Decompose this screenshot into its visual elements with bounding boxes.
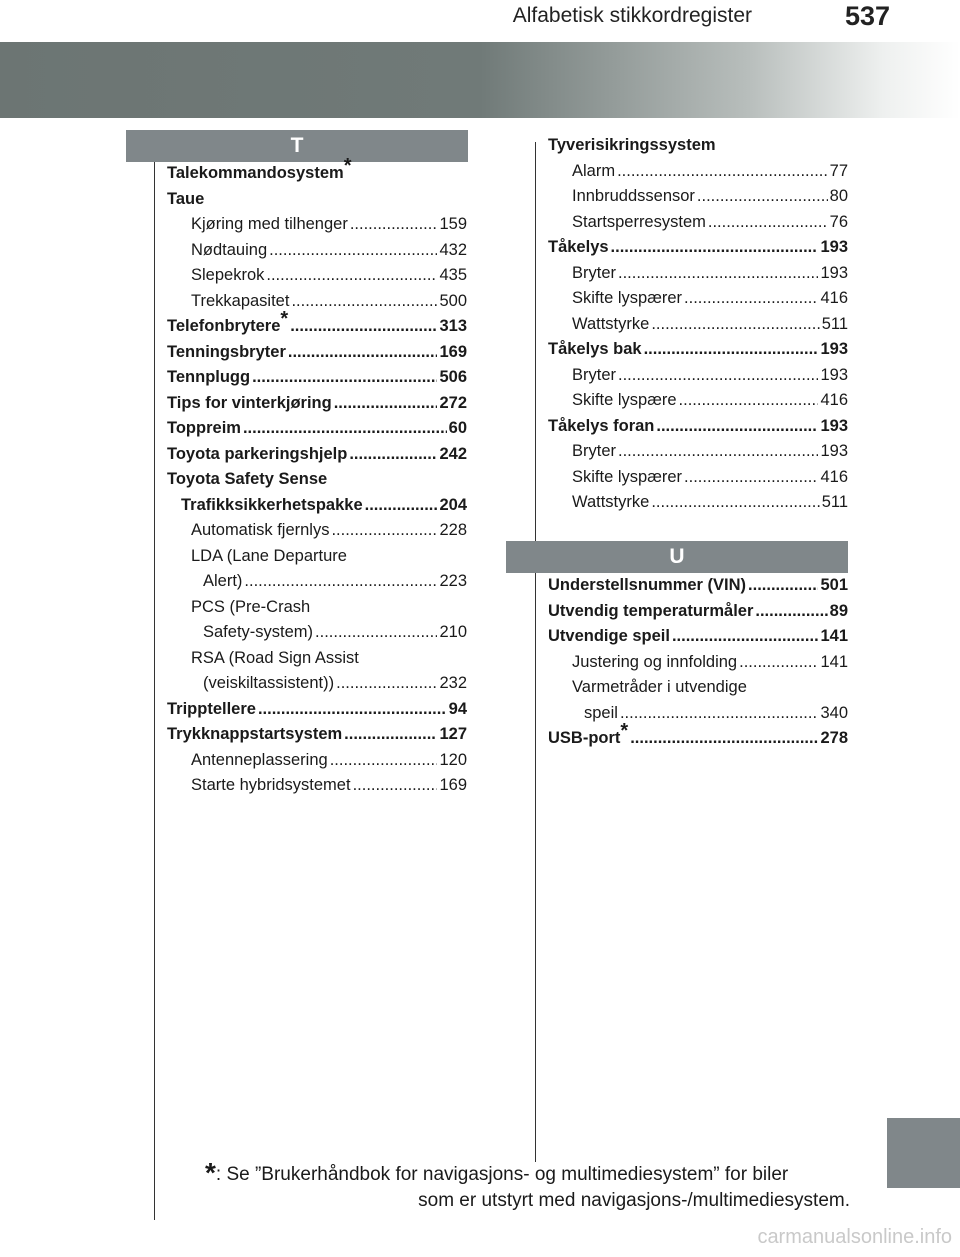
entry-page-number: 506 [439,368,467,386]
dot-leader [755,602,827,621]
dot-leader [617,162,828,181]
entry-label: Wattstyrke [572,314,650,333]
index-entry [548,653,848,679]
entry-label: Tenningsbryter [167,342,286,361]
index-entry [167,394,467,420]
entry-label: Wattstyrke [572,493,650,511]
entry-page-number: 120 [439,750,467,769]
dot-leader [349,445,437,464]
thumb-index-tab [887,1118,960,1188]
entry-page-number: 193 [820,263,848,282]
index-list-right-u [548,576,848,755]
index-entry [167,700,467,726]
entry-label: Understellsnummer (VIN) [548,576,747,594]
index-entry [548,678,848,704]
dot-leader [365,496,438,515]
entry-page-number: 416 [820,467,848,486]
entry-page-number: 313 [439,317,467,335]
entry-label: Telefonbrytere* [167,308,289,335]
entry-label: Tripptellere [167,699,256,718]
entry-page-number: 193 [820,442,848,460]
index-entry [548,340,848,366]
entry-page-number: 77 [829,161,848,180]
dot-leader [336,674,437,693]
dot-leader [618,366,818,385]
entry-label: Trykknappstartsystem [167,725,343,743]
dot-leader [315,623,437,642]
index-entry [548,187,848,213]
entry-label: Antenneplassering [191,750,328,769]
dot-leader [290,317,437,336]
index-entry [548,468,848,494]
index-entry [167,470,467,496]
entry-page-number: 193 [820,365,848,384]
entry-page-number: 204 [439,495,467,514]
entry-page-number: 340 [820,703,848,722]
entry-label: Automatisk fjernlys [191,521,330,539]
entry-page-number: 511 [821,493,848,511]
dot-leader [739,653,818,672]
entry-label: Toyota parkeringshjelp [167,444,348,463]
entry-page-number: 80 [829,187,848,205]
dot-leader [618,264,818,283]
dot-leader [243,419,447,438]
entry-page-number: 228 [439,521,467,539]
dot-leader [288,343,438,362]
dot-leader [611,238,819,257]
footnote-marker: * [620,720,629,742]
entry-page-number: 94 [448,699,467,718]
footnote-marker: * [280,308,289,330]
index-entry [167,292,467,318]
entry-label: Taue [167,189,205,208]
index-entry [548,136,848,162]
index-entry [167,241,467,267]
dot-leader [330,751,438,770]
entry-label: Tennplugg [167,368,251,386]
index-entry [167,521,467,547]
index-entry [548,238,848,264]
entry-page-number: 141 [820,627,848,645]
index-entry [167,419,467,445]
entry-label: Starte hybridsystemet [191,776,351,794]
dot-leader [684,468,818,487]
entry-label: Alert) [203,572,243,590]
header-banner [0,42,960,118]
entry-label: Toyota Safety Sense [167,470,328,488]
entry-page-number: 193 [820,340,848,358]
entry-label: Nødtauing [191,240,268,259]
dot-leader [252,368,437,387]
column-divider-middle [535,142,536,1162]
page-number: 537 [844,1,890,31]
index-list-right-t [548,136,848,519]
entry-page-number: 141 [820,652,848,671]
index-entry [167,649,467,675]
entry-label: Tåkelys [548,238,609,256]
entry-label: USB-port* [548,720,629,747]
index-entry [167,368,467,394]
index-entry [548,264,848,290]
footnote-marker: * [343,155,352,177]
dot-leader [258,700,447,719]
entry-label: Utvendige speil [548,627,670,645]
entry-page-number: 89 [829,601,848,620]
dot-leader [656,417,818,436]
index-entry [548,576,848,602]
index-entry [167,547,467,573]
dot-leader [269,241,437,260]
index-entry [548,366,848,392]
entry-label: (veiskiltassistent)) [203,674,335,692]
entry-page-number: 193 [820,416,848,435]
index-entry [167,215,467,241]
page-header [0,0,960,32]
entry-page-number: 272 [439,393,467,412]
entry-label: Slepekrok [191,266,265,284]
index-entry [167,496,467,522]
section-header-u: U [506,541,848,573]
dot-leader [684,289,818,308]
index-entry [167,598,467,624]
index-entry [167,343,467,369]
dot-leader [350,215,438,234]
entry-page-number: 223 [439,572,467,590]
entry-page-number: 435 [439,266,467,284]
entry-label: Bryter [572,365,617,384]
entry-page-number: 501 [820,576,848,594]
entry-label: Trafikksikkerhetspakke [181,495,363,514]
index-entry [167,751,467,777]
entry-page-number: 127 [439,725,467,743]
entry-label: Tyverisikringssystem [548,136,716,154]
dot-leader [697,187,828,206]
index-entry [167,266,467,292]
entry-label: RSA (Road Sign Assist [191,648,359,667]
index-list-left [167,155,467,802]
entry-label: Talekommandosystem* [167,155,352,182]
column-divider-left [154,160,155,1220]
entry-label: Skifte lyspære [572,391,677,409]
footnote [205,1157,850,1214]
entry-label: Bryter [572,442,617,460]
dot-leader [266,266,437,285]
entry-page-number: 60 [448,419,467,437]
entry-label: Bryter [572,263,617,282]
dot-leader [748,576,818,595]
dot-leader [651,315,819,334]
footnote-line-1: : Se ”Brukerhåndbok for navigasjons- og multimediesystem” for biler [215,1164,789,1185]
entry-page-number: 416 [820,289,848,307]
entry-label: Kjøring med tilhenger [191,215,348,233]
header-title: Alfabetisk stikkordregister [512,4,752,27]
entry-label: Tips for vinterkjøring [167,393,332,412]
dot-leader [672,627,819,646]
entry-label: Alarm [572,161,616,180]
entry-page-number: 416 [820,391,848,409]
dot-leader [353,776,438,795]
index-entry [548,627,848,653]
index-entry [548,704,848,730]
dot-leader [644,340,819,359]
entry-label: speil [584,703,618,722]
entry-page-number: 193 [820,238,848,256]
index-entry [167,623,467,649]
dot-leader [651,493,819,512]
entry-label: Tåkelys foran [548,416,655,435]
entry-page-number: 232 [439,674,467,692]
footnote-line-2: som er utstyrt med navigasjons-/multimediesystem. [418,1190,850,1211]
index-entry [167,190,467,216]
dot-leader [291,292,437,311]
index-entry [548,315,848,341]
entry-label: Trekkapasitet [191,291,290,310]
dot-leader [620,704,819,723]
entry-label: Startsperresystem [572,212,706,231]
index-entry [548,391,848,417]
index-entry [548,213,848,239]
entry-label: Utvendig temperaturmåler [548,601,754,620]
index-entry [167,445,467,471]
entry-page-number: 511 [821,314,848,333]
index-entry [167,725,467,751]
index-entry [167,308,467,343]
entry-page-number: 278 [820,729,848,747]
entry-label: PCS (Pre-Crash [191,597,311,616]
index-entry [548,442,848,468]
index-entry [548,720,848,755]
entry-label: Varmetråder i utvendige [572,678,747,696]
index-entry [548,417,848,443]
dot-leader [334,394,438,413]
entry-label: Innbruddssensor [572,187,695,205]
dot-leader [344,725,437,744]
entry-label: Toppreim [167,419,241,437]
dot-leader [331,521,437,540]
dot-leader [618,442,818,461]
entry-label: LDA (Lane Departure [191,546,347,565]
entry-label: Justering og innfolding [572,652,738,671]
entry-label: Skifte lyspærer [572,467,683,486]
index-entry [167,155,467,190]
footnote-asterisk: * [205,1157,216,1188]
entry-page-number: 159 [439,215,467,233]
index-entry [548,602,848,628]
dot-leader [244,572,437,591]
entry-page-number: 432 [439,240,467,259]
index-entry [548,493,848,519]
entry-page-number: 210 [439,623,467,641]
index-entry [167,572,467,598]
entry-page-number: 242 [439,444,467,463]
index-entry [548,162,848,188]
entry-page-number: 76 [829,212,848,231]
entry-page-number: 169 [439,342,467,361]
entry-page-number: 169 [439,776,467,794]
entry-label: Skifte lyspærer [572,289,683,307]
entry-page-number: 500 [439,291,467,310]
dot-leader [630,729,818,748]
index-entry [167,674,467,700]
dot-leader [679,391,819,410]
index-entry [548,289,848,315]
watermark: carmanualsonline.info [757,1226,952,1248]
entry-label: Tåkelys bak [548,340,642,358]
dot-leader [708,213,828,232]
index-entry [167,776,467,802]
entry-label: Safety-system) [203,623,314,641]
section-header-t: T [126,130,468,162]
